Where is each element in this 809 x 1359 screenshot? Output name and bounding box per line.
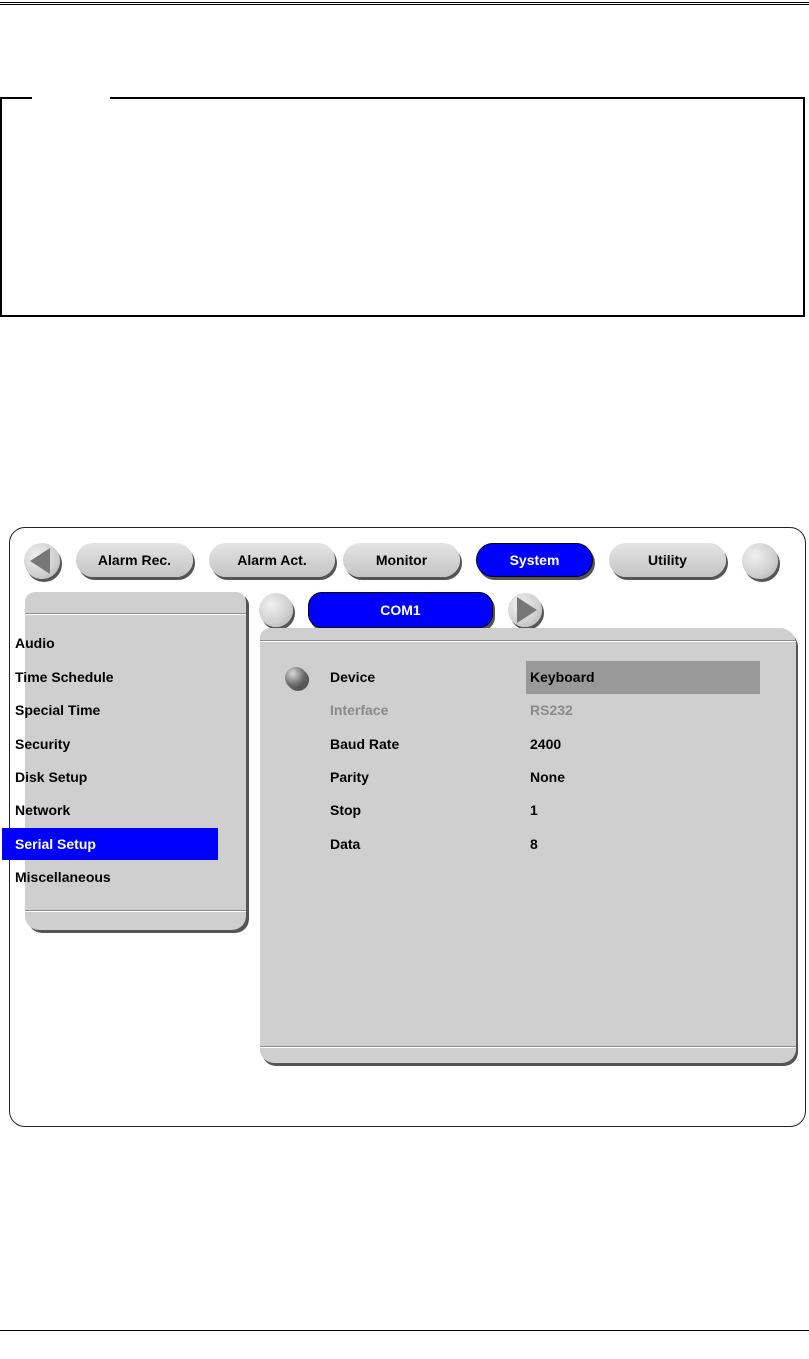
data-label: Data (330, 836, 361, 852)
tab-alarm-rec[interactable]: Alarm Rec. (76, 543, 193, 577)
next-menu-button[interactable] (742, 543, 778, 579)
panel-divider-top (260, 640, 796, 642)
tab-utility[interactable]: Utility (609, 543, 726, 577)
interface-value: RS232 (530, 702, 573, 718)
prev-menu-button[interactable] (24, 543, 60, 579)
arrow-left-icon (30, 548, 50, 574)
menu-divider-bottom (25, 910, 246, 912)
prev-port-button[interactable] (259, 593, 293, 627)
menu-item-serial-setup[interactable]: Serial Setup (2, 828, 218, 860)
tab-system[interactable]: System (476, 543, 593, 577)
panel-divider-bottom (260, 1046, 796, 1048)
device-value[interactable]: Keyboard (530, 669, 595, 685)
arrow-right-icon (517, 597, 537, 623)
menu-divider-top (25, 613, 246, 615)
stop-label: Stop (330, 802, 362, 818)
menu-item-special-time[interactable]: Special Time (15, 702, 101, 718)
tab-alarm-act[interactable]: Alarm Act. (209, 543, 335, 577)
parity-value[interactable]: None (530, 769, 565, 785)
note-box-tab (32, 95, 110, 101)
parity-label: Parity (330, 769, 369, 785)
footer-rule (0, 1330, 809, 1331)
tab-monitor[interactable]: Monitor (343, 543, 460, 577)
menu-item-network[interactable]: Network (15, 802, 71, 818)
tab-com1[interactable]: COM1 (308, 592, 493, 628)
menu-item-audio[interactable]: Audio (15, 635, 55, 651)
menu-item-disk-setup[interactable]: Disk Setup (15, 769, 88, 785)
header-rule (0, 2, 809, 8)
note-box (0, 97, 805, 317)
focus-bullet-icon (285, 667, 307, 689)
next-port-button[interactable] (508, 593, 542, 627)
data-value[interactable]: 8 (530, 836, 538, 852)
stop-value[interactable]: 1 (530, 802, 538, 818)
menu-item-miscellaneous[interactable]: Miscellaneous (15, 869, 111, 885)
baud-rate-value[interactable]: 2400 (530, 736, 562, 752)
menu-item-time-schedule[interactable]: Time Schedule (15, 669, 114, 685)
baud-rate-label: Baud Rate (330, 736, 400, 752)
device-label: Device (330, 669, 376, 685)
interface-label: Interface (330, 702, 389, 718)
menu-item-security[interactable]: Security (15, 736, 71, 752)
